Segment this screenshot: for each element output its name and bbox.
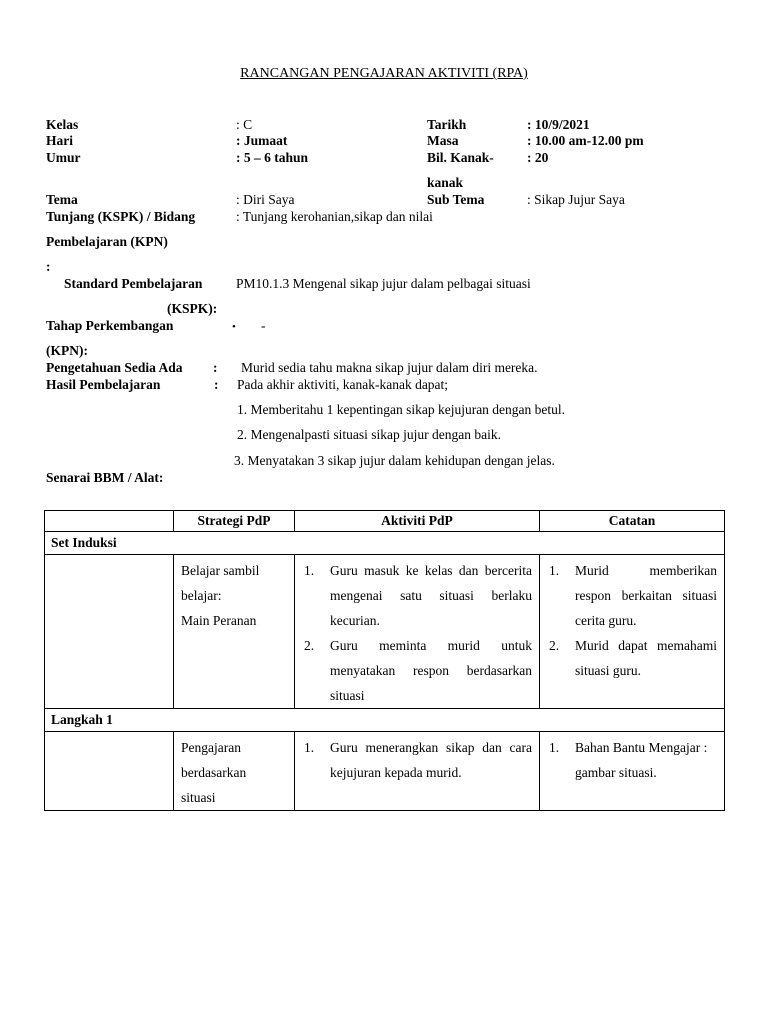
tahap-label: Tahap Perkembangan bbox=[46, 318, 174, 333]
tarikh-label: Tarikh bbox=[427, 117, 467, 132]
strategi-line: Main Peranan bbox=[181, 613, 257, 628]
standard-value: PM10.1.3 Mengenal sikap jujur dalam pelbagai situasi bbox=[236, 276, 531, 291]
hari-value: : Jumaat bbox=[236, 133, 288, 148]
tema-value: : Diri Saya bbox=[236, 192, 295, 207]
tahap-value: - bbox=[261, 318, 266, 333]
subtema-label: Sub Tema bbox=[427, 192, 485, 207]
strategi-cell bbox=[174, 732, 295, 811]
kelas-label: Kelas bbox=[46, 117, 79, 132]
colon-marker: : bbox=[46, 259, 51, 274]
kspk-label: (KSPK): bbox=[167, 301, 218, 316]
hasil-item-3: 3. Menyatakan 3 sikap jujur dalam kehidupan dengan jelas. bbox=[234, 453, 555, 468]
pembelajaran-label: Pembelajaran (KPN) bbox=[46, 234, 168, 249]
hari-label: Hari bbox=[46, 133, 73, 148]
table-row bbox=[45, 555, 725, 709]
tema-label: Tema bbox=[46, 192, 78, 207]
tunjang-value: : Tunjang kerohanian,sikap dan nilai bbox=[236, 209, 433, 224]
table-row bbox=[45, 709, 725, 732]
hasil-item-2: 2. Mengenalpasti situasi sikap jujur dengan baik. bbox=[237, 427, 501, 442]
stage-label: Langkah 1 bbox=[45, 709, 725, 732]
strategi-line: belajar: bbox=[181, 588, 222, 603]
catatan-cell bbox=[540, 555, 725, 709]
hasil-intro: Pada akhir aktiviti, kanak-kanak dapat; bbox=[237, 377, 449, 392]
pengetahuan-colon: : bbox=[213, 360, 218, 375]
strategi-line: Pengajaran bbox=[181, 740, 241, 755]
header-catatan: Catatan bbox=[540, 511, 725, 532]
table-header-row bbox=[45, 511, 725, 532]
bil-kanak-label-cont: kanak bbox=[427, 175, 464, 190]
masa-label: Masa bbox=[427, 133, 459, 148]
list-item: 1. Murid memberikan respon berkaitan situasi cerita guru. bbox=[549, 563, 717, 628]
bil-kanak-value: : 20 bbox=[527, 150, 549, 165]
document-title: RANCANGAN PENGAJARAN AKTIVITI (RPA) bbox=[240, 66, 528, 81]
umur-value: : 5 – 6 tahun bbox=[236, 150, 309, 165]
masa-value: : 10.00 am-12.00 pm bbox=[527, 133, 644, 148]
hasil-colon: : bbox=[214, 377, 219, 392]
lesson-plan-table bbox=[44, 510, 725, 811]
umur-label: Umur bbox=[46, 150, 81, 165]
standard-label: Standard Pembelajaran bbox=[64, 276, 203, 291]
pengetahuan-value: Murid sedia tahu makna sikap jujur dalam diri mereka. bbox=[241, 360, 538, 375]
hasil-item-1: 1. Memberitahu 1 kepentingan sikap kejujuran dengan betul. bbox=[237, 402, 566, 417]
kpn-label: (KPN): bbox=[46, 343, 88, 358]
aktiviti-cell bbox=[295, 732, 540, 811]
tunjang-label: Tunjang (KSPK) / Bidang bbox=[46, 209, 196, 224]
header-strategi: Strategi PdP bbox=[174, 511, 295, 532]
list-item: 2. Guru meminta murid untuk menyatakan respon berdasarkan situasi bbox=[304, 638, 532, 703]
catatan-cell bbox=[540, 732, 725, 811]
hasil-label: Hasil Pembelajaran bbox=[46, 377, 161, 392]
table-row bbox=[45, 732, 725, 811]
stage-blank-cell bbox=[45, 555, 174, 709]
kelas-value: : C bbox=[236, 117, 253, 132]
list-item: 1. Bahan Bantu Mengajar : gambar situasi. bbox=[549, 740, 708, 780]
stage-label: Set Induksi bbox=[45, 532, 725, 555]
header-aktiviti: Aktiviti PdP bbox=[295, 511, 540, 532]
stage-blank-cell bbox=[45, 732, 174, 811]
list-item: 1. Guru menerangkan sikap dan cara kejujuran kepada murid. bbox=[304, 740, 532, 780]
list-item: 2. Murid dapat memahami situasi guru. bbox=[549, 638, 717, 678]
strategi-line: situasi bbox=[181, 790, 216, 805]
header-stage bbox=[45, 511, 174, 532]
strategi-cell bbox=[174, 555, 295, 709]
bbm-label: Senarai BBM / Alat: bbox=[46, 470, 164, 485]
strategi-line: Belajar sambil bbox=[181, 563, 260, 578]
subtema-value: : Sikap Jujur Saya bbox=[527, 192, 625, 207]
table-row bbox=[45, 532, 725, 555]
list-item: 1. Guru masuk ke kelas dan bercerita mengenai satu situasi berlaku kecurian. bbox=[304, 563, 532, 628]
aktiviti-cell bbox=[295, 555, 540, 709]
bil-kanak-label: Bil. Kanak- bbox=[427, 150, 494, 165]
tarikh-value: : 10/9/2021 bbox=[527, 117, 590, 132]
pengetahuan-label: Pengetahuan Sedia Ada bbox=[46, 360, 183, 375]
strategi-line: berdasarkan bbox=[181, 765, 247, 780]
bullet-icon: • bbox=[232, 321, 236, 333]
